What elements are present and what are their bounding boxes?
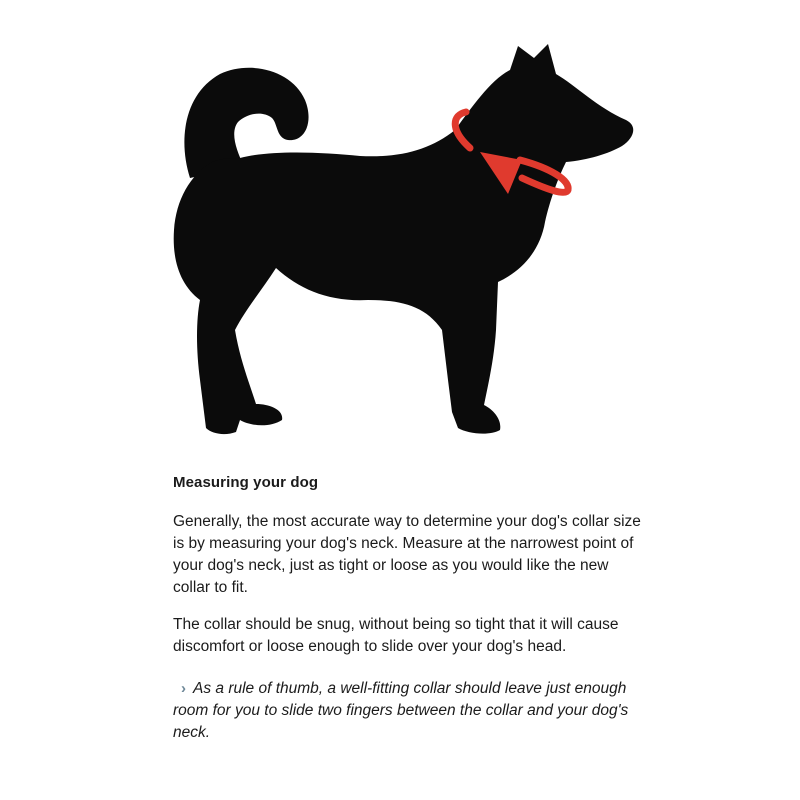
paragraph-measuring: Generally, the most accurate way to determine your dog's collar size is by measuring your dog's neck. Measure at the narrowest point of your dog's neck, just as tight or loose as you would like the new collar to fit. (173, 513, 641, 596)
paragraph-fit: The collar should be snug, without being so tight that it will cause discomfort or loose enough to slide over your dog's head. (173, 616, 619, 655)
chevron-right-icon: › (181, 680, 186, 697)
tip-callout (173, 678, 643, 744)
article (173, 474, 643, 744)
tip-text: As a rule of thumb, a well-fitting collar should leave just enough room for you to slide two fingers between the collar and your dog's neck. (173, 680, 629, 741)
section-heading: Measuring your dog (173, 474, 319, 491)
